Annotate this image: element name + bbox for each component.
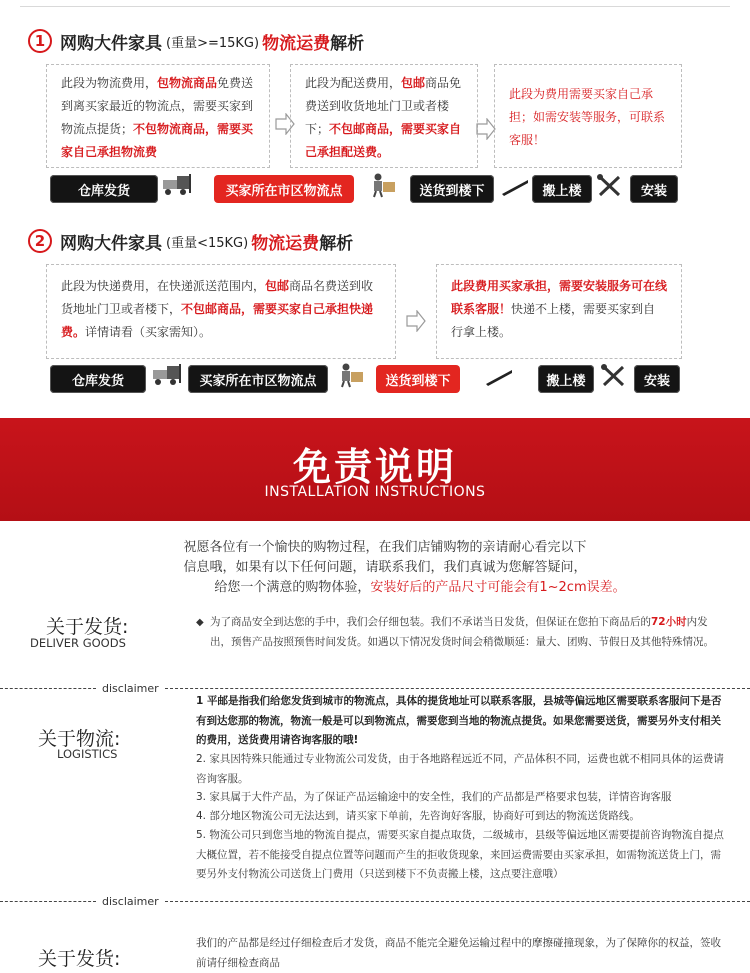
flow-warehouse-pill: 仓库发货 <box>50 175 158 203</box>
section1-box-logistics <box>46 64 270 168</box>
tools-icon <box>600 363 628 389</box>
tools-icon <box>596 173 624 199</box>
box-text: 商品名费送到收货地址门卫或者楼下， <box>61 279 374 316</box>
intro-text: 给您一个满意的购物体验， <box>214 580 371 595</box>
deliver-title: 关于发货: <box>46 616 129 638</box>
flow-install-pill: 安装 <box>634 365 680 393</box>
box-text: 此段为配送费用， <box>305 76 402 90</box>
box-text: 此段为快递费用，在快递派送范围内， <box>61 279 266 293</box>
disclaimer-label: disclaimer <box>102 681 159 695</box>
deliver-text <box>210 613 722 652</box>
box-text: 商品免费送到收货地址门卫或者楼下； <box>305 76 462 136</box>
arrow-right-icon <box>406 310 426 332</box>
section2-box-express <box>46 264 396 359</box>
deliver-title-en: DELIVER GOODS <box>30 636 126 650</box>
section1-box-install: 此段为费用需要买家自己承担；如需安装等服务，可联系客服！ <box>494 64 682 168</box>
intro-line-1: 祝愿各位有一个愉快的购物过程，在我们店铺购物的亲请耐心看完以下 <box>183 540 587 555</box>
forklift-icon <box>160 172 194 198</box>
box-text: 快递不上楼，需要买家到自行拿上楼。 <box>451 302 656 339</box>
section2-box-install <box>436 264 682 359</box>
flow-warehouse-pill: 仓库发货 <box>50 365 146 393</box>
section1-weight: (重量>=15KG) <box>166 35 260 51</box>
banner-title: 免责说明 <box>292 445 457 489</box>
bullet-icon: ◆ <box>196 617 204 628</box>
box-text-red: 包物流商品 <box>157 76 218 90</box>
flow-deliver-pill: 送货到楼下 <box>376 365 460 393</box>
delivery-man-icon <box>368 172 402 198</box>
box-text: 免费送到离买家最近的物流点，需要买家到物流点提货； <box>61 76 254 136</box>
box-text-red: 不包邮商品，需要买家自己承担快递费。 <box>61 302 374 339</box>
stairs-icon <box>482 364 516 390</box>
forklift-icon <box>150 362 184 388</box>
logistics-item-3: 3. 家具属于大件产品，为了保证产品运输途中的安全性，我们的产品都是严格要求包装，详情咨询客服 <box>196 791 672 803</box>
flow-city-pill: 买家所在市区物流点 <box>214 175 354 203</box>
box-text-red: 此段费用买家承担，需要安装服务可在线联系客服！ <box>451 279 668 316</box>
top-divider <box>20 6 730 7</box>
section2-title-red: 物流运费 <box>251 233 320 254</box>
section1-number: 1 <box>28 29 52 53</box>
section1-title-end: 解析 <box>330 33 365 54</box>
section2-title: 网购大件家具 <box>60 233 162 254</box>
receipt-title: 关于发货: <box>38 948 121 970</box>
flow-install-pill: 安装 <box>630 175 678 203</box>
box-text-red: 不包物流商品，需要买家自己承担物流费 <box>61 122 254 159</box>
section1-title-red: 物流运费 <box>262 33 331 54</box>
box-text-red: 包邮 <box>265 279 290 293</box>
logistics-item-2: 2. 家具因特殊只能通过专业物流公司发货，由于各地路程远近不同，产品体积不同，运费也就不相同具体的运费请咨询客服。 <box>196 753 724 785</box>
arrow-right-icon <box>476 118 496 140</box>
disclaimer-label: disclaimer <box>102 894 159 908</box>
section2-title-end: 解析 <box>319 233 354 254</box>
flow-upstairs-pill: 搬上楼 <box>538 365 594 393</box>
flow-city-pill: 买家所在市区物流点 <box>188 365 328 393</box>
section2-heading <box>28 226 353 256</box>
receipt-text: 我们的产品都是经过仔细检查后才发货，商品不能完全避免运输过程中的摩擦碰撞现象，为了保障你的权益，签收前请仔细检查商品 <box>196 937 721 969</box>
intro-line-2: 信息哦，如果有以下任何问题，请联系我们，我们真诚为您解答疑问， <box>183 560 587 575</box>
box-text: 详情请看（买家需知）。 <box>85 325 212 339</box>
deliver-text-red: 72小时 <box>651 616 687 628</box>
intro-text-red: 安装好后的产品尺寸可能会有1~2cm误差。 <box>370 580 626 595</box>
intro-line-3 <box>170 578 670 598</box>
deliver-text-part: 内发出，预售产品按照预售时间发货。如遇以下情况发货时间会稍微顺延：量大、团购、节假日及其他特殊情况。 <box>210 616 714 648</box>
section1-box-delivery <box>290 64 478 168</box>
section2-number: 2 <box>28 229 52 253</box>
flow-upstairs-pill: 搬上楼 <box>532 175 592 203</box>
logistics-item-1: 1 平邮是指我们给您发货到城市的物流点，具体的提货地址可以联系客服，县城等偏远地区需要联系客服问下是否有到达您那的物流，物流一般是可以到物流点，需要您到当地的物流点提货。如果您需要送货，需要另外支付相关的费用，送货费用请咨询客服的哦! <box>196 695 722 746</box>
logistics-item-4: 4. 部分地区物流公司无法达到，请买家下单前，先咨询好客服，协商好可到达的物流送货路线。 <box>196 810 640 822</box>
disclaimer-divider <box>0 894 750 908</box>
box-text-red: 不包邮商品，需要买家自己承担配送费。 <box>305 122 462 159</box>
section2-weight: (重量<15KG) <box>166 235 249 251</box>
logistics-item-5: 5. 物流公司只到您当地的物流自提点，需要买家自提点取货，二级城市，县级等偏远地区需要提前咨询物流自提点大概位置，若不能接受自提点位置等问题而产生的拒收货现象，来回运费需要由买家承担，如需物流送货上门，需要另外支付物流公司送货上门费用（只送到楼下不负责搬上楼，这点要注意哦） <box>196 829 724 880</box>
delivery-man-icon <box>336 362 370 388</box>
box-text-red: 包邮 <box>401 76 426 90</box>
flow-deliver-pill: 送货到楼下 <box>410 175 494 203</box>
banner-subtitle: INSTALLATION INSTRUCTIONS <box>264 484 486 500</box>
logistics-title: 关于物流: <box>38 728 121 750</box>
logistics-title-en: LOGISTICS <box>57 747 118 761</box>
section1-heading <box>28 26 364 56</box>
box-text: 此段为物流费用， <box>61 76 158 90</box>
stairs-icon <box>498 174 532 200</box>
deliver-text-part: 为了商品安全到达您的手中，我们会仔细包装。我们不承诺当日发货，但保证在您拍下商品后的 <box>210 616 651 628</box>
section1-title: 网购大件家具 <box>60 33 162 54</box>
